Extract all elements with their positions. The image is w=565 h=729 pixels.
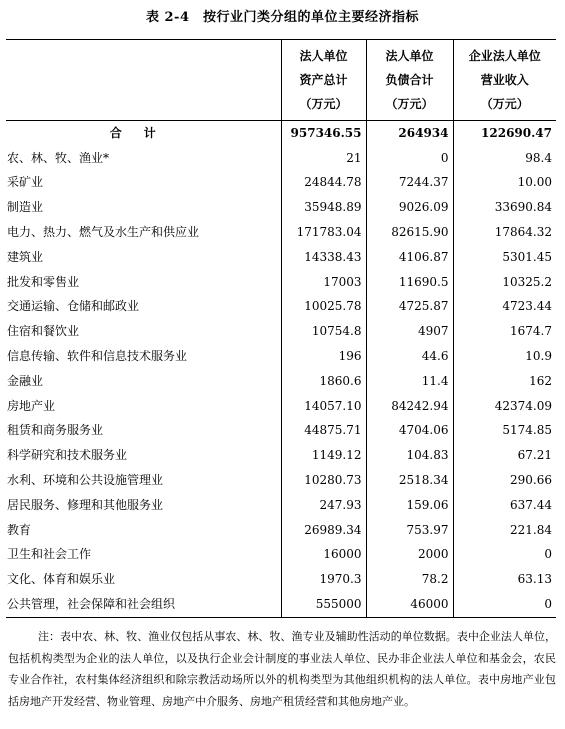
table-title: 表 2-4 按行业门类分组的单位主要经济指标 bbox=[145, 10, 419, 25]
assets-value: 10754.8 bbox=[281, 319, 366, 344]
header-industry bbox=[6, 40, 281, 121]
revenue-value: 637.44 bbox=[453, 493, 556, 518]
industry-name: 水利、环境和公共设施管理业 bbox=[7, 473, 164, 488]
liabilities-value: 0 bbox=[366, 146, 453, 171]
table-row bbox=[6, 344, 556, 369]
assets-value: 10025.78 bbox=[281, 295, 366, 320]
assets-value: 44875.71 bbox=[281, 419, 366, 444]
liabilities-value: 2518.34 bbox=[366, 468, 453, 493]
industry-name: 住宿和餐饮业 bbox=[7, 324, 80, 339]
liabilities-value: 4725.87 bbox=[366, 295, 453, 320]
revenue-value: 10325.2 bbox=[453, 270, 556, 295]
liabilities-value: 9026.09 bbox=[366, 195, 453, 220]
table-row bbox=[6, 567, 556, 592]
industry-name: 居民服务、修理和其他服务业 bbox=[7, 497, 164, 512]
header-liabilities-unit: （万元） bbox=[385, 97, 434, 111]
revenue-value: 63.13 bbox=[453, 567, 556, 592]
liabilities-value: 84242.94 bbox=[366, 394, 453, 419]
table-row bbox=[6, 394, 556, 419]
assets-value: 555000 bbox=[281, 592, 366, 617]
assets-value: 14338.43 bbox=[281, 245, 366, 270]
table-row bbox=[6, 195, 556, 220]
revenue-value: 0 bbox=[453, 592, 556, 617]
header-revenue-unit: （万元） bbox=[480, 97, 529, 111]
table-row bbox=[6, 543, 556, 568]
table-row bbox=[6, 220, 556, 245]
revenue-value: 67.21 bbox=[453, 443, 556, 468]
assets-value: 16000 bbox=[281, 543, 366, 568]
industry-name: 教育 bbox=[7, 522, 32, 537]
indicator-table bbox=[6, 39, 556, 618]
revenue-value: 10.9 bbox=[453, 344, 556, 369]
liabilities-value: 753.97 bbox=[366, 518, 453, 543]
total-row bbox=[6, 121, 556, 146]
table-row bbox=[6, 245, 556, 270]
table-row bbox=[6, 443, 556, 468]
industry-name: 租赁和商务服务业 bbox=[7, 423, 104, 438]
assets-value: 17003 bbox=[281, 270, 366, 295]
liabilities-value: 159.06 bbox=[366, 493, 453, 518]
industry-name: 公共管理，社会保障和社会组织 bbox=[6, 592, 281, 617]
header-liabilities-line1: 法人单位 bbox=[385, 49, 434, 63]
liabilities-value: 44.6 bbox=[366, 344, 453, 369]
revenue-value: 0 bbox=[453, 543, 556, 568]
revenue-value: 42374.09 bbox=[453, 394, 556, 419]
table-row bbox=[6, 270, 556, 295]
liabilities-value: 104.83 bbox=[366, 443, 453, 468]
liabilities-value: 4907 bbox=[366, 319, 453, 344]
table-row bbox=[6, 493, 556, 518]
assets-value: 196 bbox=[281, 344, 366, 369]
table-note: 注：表中农、林、牧、渔业仅包括从事农、林、牧、渔专业及辅助性活动的单位数据。表中企业法人单位，包括机构类型为企业的法人单位，以及执行企业会计制度的事业法人单位、民办非企业法人单位和基金会，农民专业合作社，农村集体经济组织和除宗教活动场所以外的机构类型为其他组织机构的法人单位。表中房地产业包括房地产开发经营、物业管理、房地产中介服务、房地产租赁经营和其他房地产业。 bbox=[8, 630, 556, 708]
assets-value: 1970.3 bbox=[281, 567, 366, 592]
industry-name: 科学研究和技术服务业 bbox=[7, 448, 128, 463]
revenue-value: 17864.32 bbox=[453, 220, 556, 245]
liabilities-value: 46000 bbox=[366, 592, 453, 617]
table-row bbox=[6, 146, 556, 171]
industry-name: 信息传输、软件和信息技术服务业 bbox=[7, 349, 188, 364]
assets-value: 1149.12 bbox=[281, 443, 366, 468]
header-liabilities bbox=[366, 40, 453, 121]
header-liabilities-line2: 负债合计 bbox=[385, 73, 434, 87]
total-assets: 957346.55 bbox=[281, 121, 366, 146]
assets-value: 171783.04 bbox=[281, 220, 366, 245]
table-row bbox=[6, 295, 556, 320]
revenue-value: 5174.85 bbox=[453, 419, 556, 444]
header-assets-unit: （万元） bbox=[299, 97, 348, 111]
liabilities-value: 7244.37 bbox=[366, 171, 453, 196]
revenue-value: 221.84 bbox=[453, 518, 556, 543]
industry-name: 农、林、牧、渔业* bbox=[7, 150, 110, 165]
table-row bbox=[6, 592, 556, 617]
industry-name: 卫生和社会工作 bbox=[7, 547, 92, 562]
liabilities-value: 4106.87 bbox=[366, 245, 453, 270]
industry-name: 金融业 bbox=[7, 373, 44, 388]
table-row bbox=[6, 369, 556, 394]
assets-value: 247.93 bbox=[281, 493, 366, 518]
revenue-value: 33690.84 bbox=[453, 195, 556, 220]
industry-name: 交通运输、仓储和邮政业 bbox=[7, 299, 140, 314]
industry-name: 采矿业 bbox=[7, 175, 44, 190]
total-liabilities: 264934 bbox=[366, 121, 453, 146]
revenue-value: 5301.45 bbox=[453, 245, 556, 270]
revenue-value: 98.4 bbox=[453, 146, 556, 171]
industry-name: 文化、体育和娱乐业 bbox=[7, 572, 116, 587]
table-row bbox=[6, 468, 556, 493]
assets-value: 14057.10 bbox=[281, 394, 366, 419]
industry-name: 建筑业 bbox=[7, 249, 44, 264]
liabilities-value: 82615.90 bbox=[366, 220, 453, 245]
industry-name: 电力、热力、燃气及水生产和供应业 bbox=[7, 225, 200, 240]
assets-value: 24844.78 bbox=[281, 171, 366, 196]
header-revenue-line2: 营业收入 bbox=[480, 73, 529, 87]
assets-value: 21 bbox=[281, 146, 366, 171]
total-label: 合计 bbox=[109, 125, 178, 140]
total-revenue: 122690.47 bbox=[453, 121, 556, 146]
liabilities-value: 11690.5 bbox=[366, 270, 453, 295]
industry-name: 批发和零售业 bbox=[7, 274, 80, 289]
table-row bbox=[6, 171, 556, 196]
liabilities-value: 78.2 bbox=[366, 567, 453, 592]
header-revenue bbox=[453, 40, 556, 121]
revenue-value: 290.66 bbox=[453, 468, 556, 493]
header-revenue-line1: 企业法人单位 bbox=[468, 49, 541, 63]
table-row bbox=[6, 319, 556, 344]
revenue-value: 1674.7 bbox=[453, 319, 556, 344]
assets-value: 35948.89 bbox=[281, 195, 366, 220]
header-assets bbox=[281, 40, 366, 121]
table-row bbox=[6, 518, 556, 543]
header-assets-line2: 资产总计 bbox=[299, 73, 348, 87]
header-assets-line1: 法人单位 bbox=[299, 49, 348, 63]
assets-value: 10280.73 bbox=[281, 468, 366, 493]
assets-value: 1860.6 bbox=[281, 369, 366, 394]
liabilities-value: 11.4 bbox=[366, 369, 453, 394]
liabilities-value: 4704.06 bbox=[366, 419, 453, 444]
table-row bbox=[6, 419, 556, 444]
industry-name: 房地产业 bbox=[7, 398, 56, 413]
assets-value: 26989.34 bbox=[281, 518, 366, 543]
revenue-value: 10.00 bbox=[453, 171, 556, 196]
liabilities-value: 2000 bbox=[366, 543, 453, 568]
revenue-value: 4723.44 bbox=[453, 295, 556, 320]
revenue-value: 162 bbox=[453, 369, 556, 394]
header-row bbox=[6, 40, 556, 121]
industry-name: 制造业 bbox=[7, 200, 44, 215]
